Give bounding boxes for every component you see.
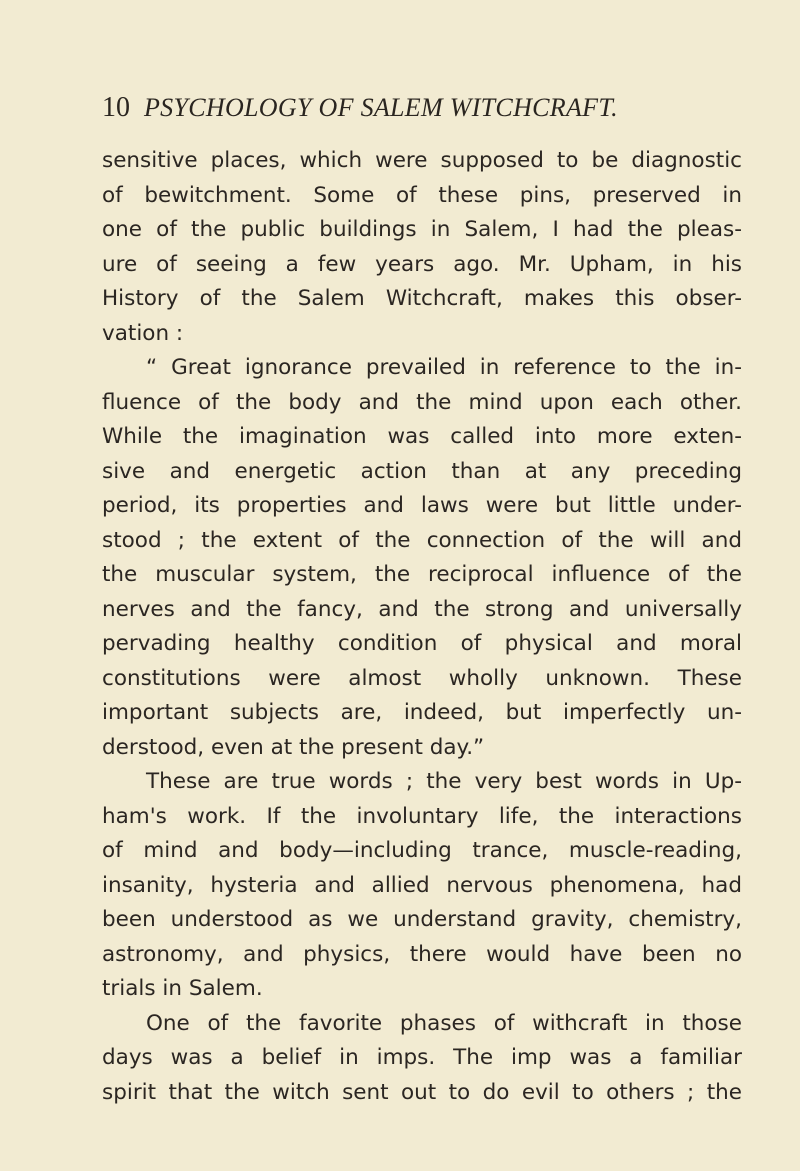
text-line: spirit that the witch sent out to do evil to others ; the [102, 1079, 742, 1105]
text-line: the muscular system, the reciprocal influence of the [102, 562, 742, 587]
text-line: ure of seeing a few years ago. Mr. Upham, in his [102, 251, 742, 277]
text-line: of mind and body—including trance, muscle-reading, [102, 838, 742, 863]
text-line: ham's work. If the involuntary life, the interactions [102, 803, 742, 829]
text-line: been understood as we understand gravity, chemistry, [102, 907, 742, 932]
text-line: fluence of the body and the mind upon each other. [102, 389, 742, 415]
page-number: 10 [102, 92, 130, 123]
text-line: important subjects are, indeed, but imperfectly un- [102, 700, 742, 725]
text-line: of bewitchment. Some of these pins, preserved in [102, 182, 742, 208]
text-line: stood ; the extent of the connection of the will and [102, 527, 742, 553]
text-line: period, its properties and laws were but little under- [102, 493, 742, 518]
text-line: sive and energetic action than at any preceding [102, 458, 742, 484]
text-line: astronomy, and physics, there would have been no [102, 941, 742, 967]
text-line: One of the favorite phases of withcraft in those [146, 1010, 742, 1036]
text-line: vation : [102, 320, 184, 346]
text-line: trials in Salem. [102, 976, 263, 1001]
page-header [102, 92, 618, 124]
text-line: sensitive places, which were supposed to be diagnostic [102, 148, 742, 173]
text-line: insanity, hysteria and allied nervous phenomena, had [102, 872, 742, 898]
text-line: While the imagination was called into more exten- [102, 424, 742, 449]
text-line: nerves and the fancy, and the strong and universally [102, 596, 742, 622]
text-line: History of the Salem Witchcraft, makes this obser- [102, 286, 742, 311]
text-line: These are true words ; the very best words in Up- [146, 769, 742, 794]
text-line: “ Great ignorance prevailed in reference to the in- [146, 355, 742, 380]
text-line: derstood, even at the present day.” [102, 734, 485, 760]
running-title: PSYCHOLOGY OF SALEM WITCHCRAFT. [144, 93, 618, 122]
text-line: constitutions were almost wholly unknown. These [102, 665, 742, 691]
body-text [102, 144, 742, 1110]
text-line: pervading healthy condition of physical and moral [102, 631, 742, 656]
text-line: one of the public buildings in Salem, I had the pleas- [102, 217, 742, 242]
text-line: days was a belief in imps. The imp was a familiar [102, 1045, 742, 1070]
